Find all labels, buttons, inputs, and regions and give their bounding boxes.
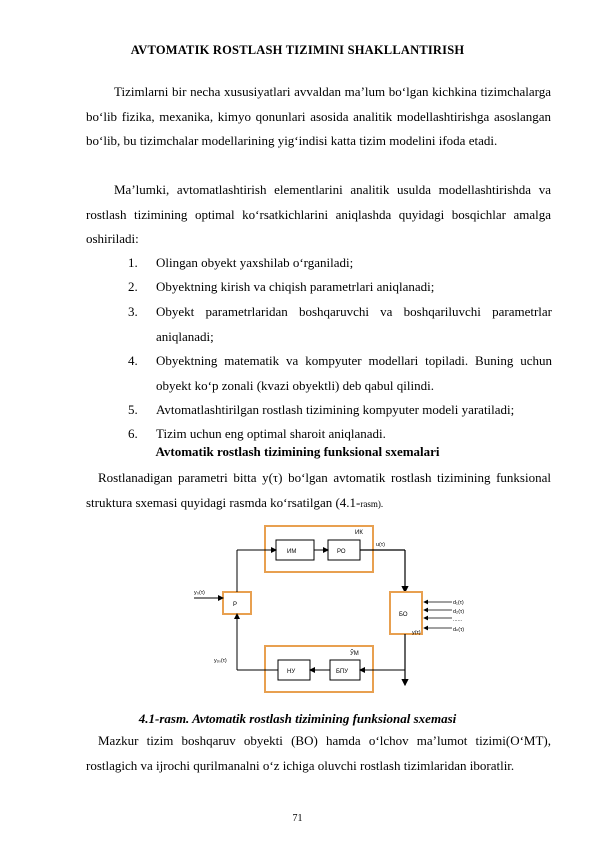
figure-ref-small: rasm). xyxy=(360,498,384,509)
list-number: 5. xyxy=(128,402,138,417)
list-text: Obyekt parametrlaridan boshqaruvchi va boshqariluvchi parametrlar aniqlanadi; xyxy=(156,304,552,344)
page-title: AVTOMATIK ROSTLASH TIZIMINI SHAKLLANTIRISH xyxy=(130,43,465,57)
list-text: Obyektning kirish va chiqish parametrlari aniqlanadi; xyxy=(156,279,435,294)
list-text: Tizim uchun eng optimal sharoit aniqlanadi. xyxy=(156,426,386,441)
nu-label: НУ xyxy=(287,669,296,675)
functional-scheme-diagram xyxy=(190,522,480,694)
paragraph-description: Mazkur tizim boshqaruv obyekti (BO) hamda o‘lchov ma’lumot tizimi(O‘MT), rostlagich va ijrochi qurilmanalni o‘z ichiga oluvchi rostlash tizimlaridan iboratlir. xyxy=(86,733,551,773)
y0-tau-label: y₀(τ) xyxy=(194,590,205,596)
list-number: 1. xyxy=(128,255,138,270)
dn-label: dₙ(τ) xyxy=(453,627,465,633)
list-number: 3. xyxy=(128,304,138,319)
page-number: 71 xyxy=(292,813,303,824)
im-label: ИМ xyxy=(287,549,297,555)
list-item xyxy=(128,349,552,398)
list-item xyxy=(128,300,552,349)
list-item xyxy=(128,275,552,300)
figure-caption: 4.1-rasm. Avtomatik rostlash tizimining funksional sxemasi xyxy=(138,711,457,726)
bpu-label: БПУ xyxy=(336,669,349,675)
figure-ref-text: Rostlanadigan parametri bitta y(τ) bo‘lgan avtomatik rostlash tizimining funksional struktura sxemasi quyidagi rasmda ko‘rsatilgan (4.1- xyxy=(86,470,551,510)
paragraph-figure-ref xyxy=(86,466,551,516)
list-number: 4. xyxy=(128,353,138,368)
d2-label: d₂(τ) xyxy=(453,609,465,615)
section-subheading: Avtomatik rostlash tizimining funksional sxemalari xyxy=(155,444,440,459)
ik-label: ИК xyxy=(355,530,363,536)
list-number: 6. xyxy=(128,426,138,441)
list-item xyxy=(128,398,552,423)
y-tau-label: y(τ) xyxy=(412,630,421,636)
paragraph-stages: Ma’lumki, avtomatlashtirish elementlarini analitik usulda modellashtirishda va rostlash tizimining optimal ko‘rsatkichlarini aniqlashda quyidagi bosqichlar amalga oshiriladi: xyxy=(86,182,551,246)
list-item xyxy=(128,251,552,276)
list-text: Olingan obyekt yaxshilab o‘rganiladi; xyxy=(156,255,354,270)
d1-label: d₁(τ) xyxy=(453,600,464,606)
list-text: Obyektning matematik va kompyuter modellari topiladi. Buning uchun obyekt ko‘p zonali (kvazi obyektli) deb qabul qilindi. xyxy=(156,353,552,393)
ro-label: РО xyxy=(337,549,346,555)
yos-tau-label: yₒₛ(τ) xyxy=(214,658,227,664)
paragraph-intro: Tizimlarni bir necha xususiyatlari avvaldan ma’lum bo‘lgan kichkina tizimchalarga bo‘lib fizika, mexanika, kimyo qonunlari asosida analitik modellashtirishga asoslangan bo‘lib, bu tizimchalar modellarining yig‘indisi katta tizim modelini ifoda etadi. xyxy=(86,84,551,148)
list-text: Avtomatlashtirilgan rostlash tizimining kompyuter modeli yaratiladi; xyxy=(156,402,515,417)
list-item xyxy=(128,422,552,447)
dots-label: ...... xyxy=(453,617,463,623)
bo-label: БО xyxy=(399,612,408,618)
um-label: ЎМ xyxy=(350,651,359,657)
list-number: 2. xyxy=(128,279,138,294)
r-label: Р xyxy=(233,602,238,608)
u-tau-label: u(τ) xyxy=(376,542,385,548)
